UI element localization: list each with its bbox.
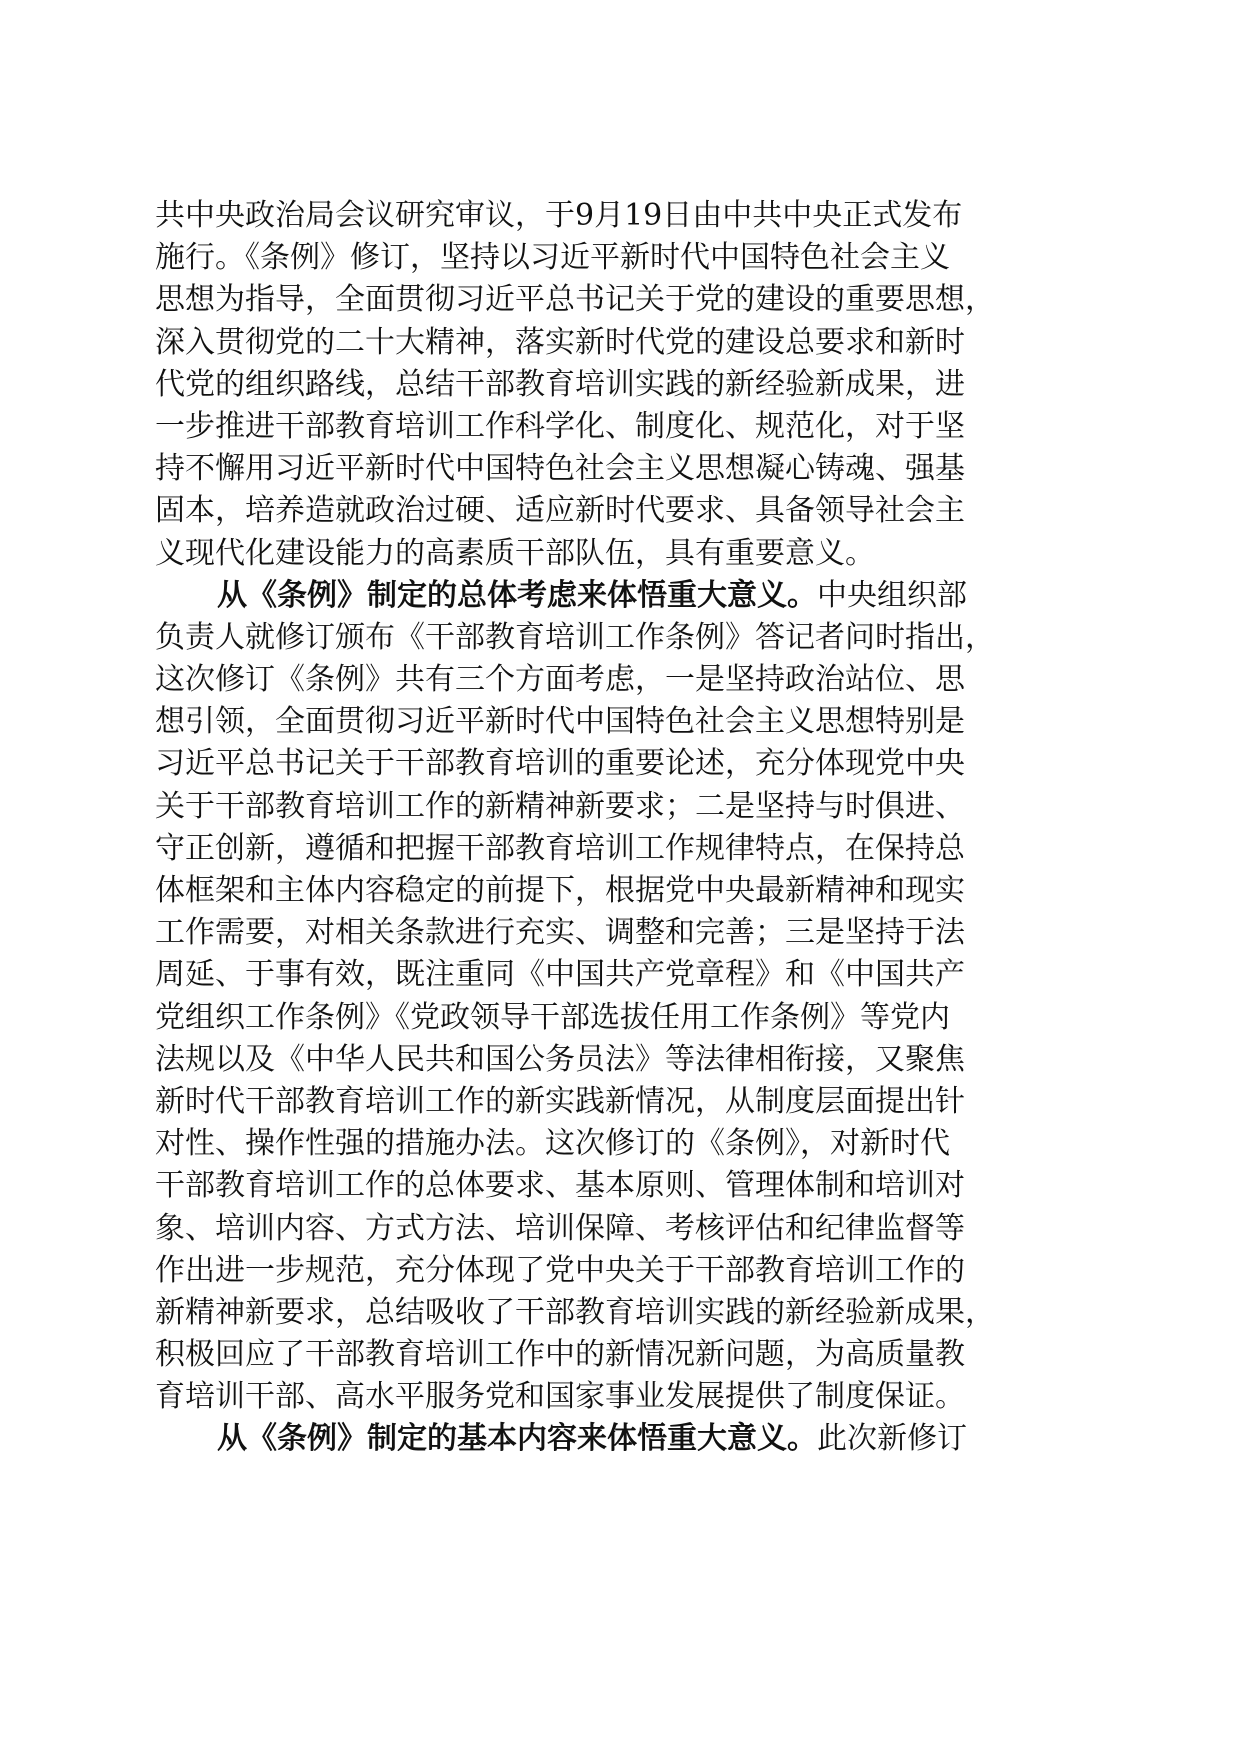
section-2-lead-text: 此次新修订 xyxy=(817,1421,967,1457)
text-line: 共中央政治局会议研究审议，于9月19日由中共中央正式发布 xyxy=(155,198,963,233)
text-line: 周延、于事有效，既注重同《中国共产党章程》和《中国共产 xyxy=(155,957,965,993)
text-line: 育培训干部、高水平服务党和国家事业发展提供了制度保证。 xyxy=(155,1379,965,1415)
body-text xyxy=(155,195,1075,1461)
text-line: 深入贯彻党的二十大精神，落实新时代党的建设总要求和新时 xyxy=(155,324,965,360)
text-line: 想引领，全面贯彻习近平新时代中国特色社会主义思想特别是 xyxy=(155,704,965,740)
text-line: 一步推进干部教育培训工作科学化、制度化、规范化，对于坚 xyxy=(155,408,965,444)
text-line: 义现代化建设能力的高素质干部队伍，具有重要意义。 xyxy=(155,535,875,571)
text-line: 关于干部教育培训工作的新精神新要求；二是坚持与时俱进、 xyxy=(155,788,965,824)
text-line: 法规以及《中华人民共和国公务员法》等法律相衔接，又聚焦 xyxy=(155,1041,965,1077)
text-line: 固本，培养造就政治过硬、适应新时代要求、具备领导社会主 xyxy=(155,493,965,529)
text-line: 积极回应了干部教育培训工作中的新情况新问题，为高质量教 xyxy=(155,1337,965,1373)
text-line: 作出进一步规范，充分体现了党中央关于干部教育培训工作的 xyxy=(155,1252,965,1288)
text-line: 守正创新，遵循和把握干部教育培训工作规律特点，在保持总 xyxy=(155,830,965,866)
text-line: 习近平总书记关于干部教育培训的重要论述，充分体现党中央 xyxy=(155,746,965,782)
section-2-heading: 从《条例》制定的基本内容来体悟重大意义。 xyxy=(217,1421,817,1457)
section-2-first-line xyxy=(155,1418,1075,1460)
text-line: 代党的组织路线，总结干部教育培训实践的新经验新成果，进 xyxy=(155,366,965,402)
text-line: 持不懈用习近平新时代中国特色社会主义思想凝心铸魂、强基 xyxy=(155,451,965,487)
text-line: 干部教育培训工作的总体要求、基本原则、管理体制和培训对 xyxy=(155,1168,965,1204)
text-line: 新精神新要求，总结吸收了干部教育培训实践的新经验新成果， xyxy=(155,1294,995,1330)
text-line: 施行。《条例》修订，坚持以习近平新时代中国特色社会主义 xyxy=(155,240,950,276)
section-1-first-line xyxy=(155,575,1075,617)
section-1-heading: 从《条例》制定的总体考虑来体悟重大意义。 xyxy=(217,577,817,613)
text-line: 这次修订《条例》共有三个方面考虑，一是坚持政治站位、思 xyxy=(155,662,965,698)
text-line: 对性、操作性强的措施办法。这次修订的《条例》，对新时代 xyxy=(155,1126,950,1162)
text-line: 工作需要，对相关条款进行充实、调整和完善；三是坚持于法 xyxy=(155,915,965,951)
text-line: 负责人就修订颁布《干部教育培训工作条例》答记者问时指出， xyxy=(155,619,995,655)
text-line: 新时代干部教育培训工作的新实践新情况，从制度层面提出针 xyxy=(155,1083,965,1119)
text-line: 体框架和主体内容稳定的前提下，根据党中央最新精神和现实 xyxy=(155,873,965,908)
text-line: 象、培训内容、方式方法、培训保障、考核评估和纪律监督等 xyxy=(155,1210,965,1246)
section-1-lead-text: 中央组织部 xyxy=(817,577,967,613)
text-line: 思想为指导，全面贯彻习近平总书记关于党的建设的重要思想， xyxy=(155,282,995,318)
text-line: 党组织工作条例》《党政领导干部选拔任用工作条例》等党内 xyxy=(155,999,950,1035)
